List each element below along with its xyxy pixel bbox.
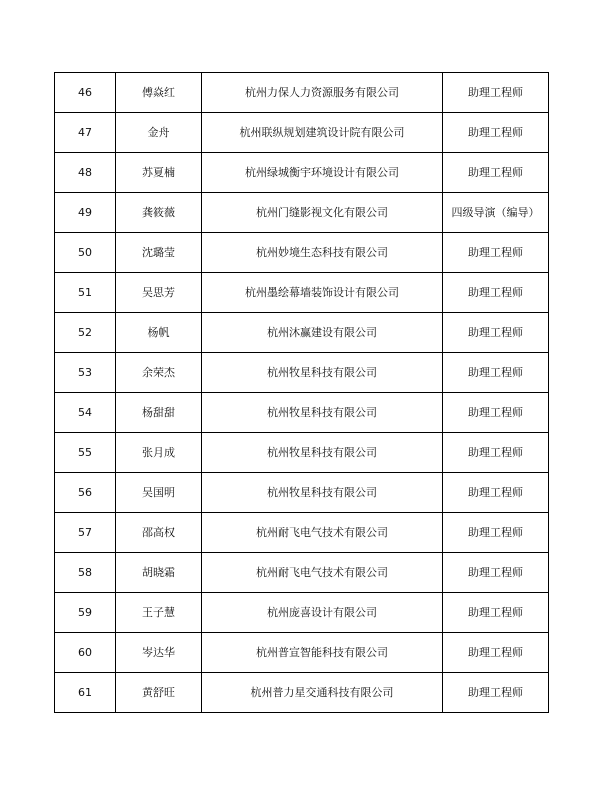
job-title-cell: 助理工程师: [443, 353, 549, 393]
row-number-cell: 59: [55, 593, 116, 633]
job-title-cell: 助理工程师: [443, 233, 549, 273]
job-title-cell: 助理工程师: [443, 113, 549, 153]
row-number-cell: 52: [55, 313, 116, 353]
job-title-cell: 助理工程师: [443, 673, 549, 713]
job-title-cell: 助理工程师: [443, 73, 549, 113]
table-row: [55, 473, 549, 513]
table-row: [55, 593, 549, 633]
table-row: [55, 153, 549, 193]
job-title-cell: 助理工程师: [443, 273, 549, 313]
company-cell: 杭州普力星交通科技有限公司: [202, 673, 443, 713]
company-cell: 杭州普宣智能科技有限公司: [202, 633, 443, 673]
name-cell: 黄舒旺: [116, 673, 202, 713]
row-number-cell: 61: [55, 673, 116, 713]
name-cell: 王子慧: [116, 593, 202, 633]
personnel-table-container: [54, 72, 549, 713]
row-number-cell: 53: [55, 353, 116, 393]
name-cell: 张月成: [116, 433, 202, 473]
table-row: [55, 193, 549, 233]
row-number-cell: 48: [55, 153, 116, 193]
table-row: [55, 313, 549, 353]
company-cell: 杭州绿城衡宇环境设计有限公司: [202, 153, 443, 193]
table-row: [55, 353, 549, 393]
table-row: [55, 513, 549, 553]
row-number-cell: 47: [55, 113, 116, 153]
job-title-cell: 助理工程师: [443, 633, 549, 673]
table-row: [55, 393, 549, 433]
job-title-cell: 助理工程师: [443, 593, 549, 633]
job-title-cell: 助理工程师: [443, 473, 549, 513]
name-cell: 吴国明: [116, 473, 202, 513]
table-row: [55, 433, 549, 473]
row-number-cell: 54: [55, 393, 116, 433]
name-cell: 龚筱薇: [116, 193, 202, 233]
job-title-cell: 助理工程师: [443, 313, 549, 353]
row-number-cell: 50: [55, 233, 116, 273]
table-row: [55, 673, 549, 713]
company-cell: 杭州门缝影视文化有限公司: [202, 193, 443, 233]
table-row: [55, 633, 549, 673]
name-cell: 苏夏楠: [116, 153, 202, 193]
company-cell: 杭州牧星科技有限公司: [202, 473, 443, 513]
name-cell: 余荣杰: [116, 353, 202, 393]
personnel-table: [54, 72, 549, 713]
company-cell: 杭州牧星科技有限公司: [202, 433, 443, 473]
row-number-cell: 46: [55, 73, 116, 113]
job-title-cell: 助理工程师: [443, 153, 549, 193]
name-cell: 傅焱红: [116, 73, 202, 113]
row-number-cell: 49: [55, 193, 116, 233]
table-row: [55, 113, 549, 153]
company-cell: 杭州牧星科技有限公司: [202, 353, 443, 393]
row-number-cell: 58: [55, 553, 116, 593]
company-cell: 杭州妙境生态科技有限公司: [202, 233, 443, 273]
job-title-cell: 助理工程师: [443, 433, 549, 473]
job-title-cell: 助理工程师: [443, 553, 549, 593]
job-title-cell: 四级导演（编导）: [443, 193, 549, 233]
row-number-cell: 57: [55, 513, 116, 553]
table-row: [55, 273, 549, 313]
name-cell: 杨帆: [116, 313, 202, 353]
name-cell: 胡晓霜: [116, 553, 202, 593]
name-cell: 邵高权: [116, 513, 202, 553]
row-number-cell: 51: [55, 273, 116, 313]
company-cell: 杭州牧星科技有限公司: [202, 393, 443, 433]
name-cell: 杨甜甜: [116, 393, 202, 433]
company-cell: 杭州墨绘幕墙装饰设计有限公司: [202, 273, 443, 313]
table-row: [55, 553, 549, 593]
row-number-cell: 56: [55, 473, 116, 513]
company-cell: 杭州沐赢建设有限公司: [202, 313, 443, 353]
company-cell: 杭州庞喜设计有限公司: [202, 593, 443, 633]
table-body: [55, 73, 549, 713]
company-cell: 杭州耐飞电气技术有限公司: [202, 553, 443, 593]
company-cell: 杭州力保人力资源服务有限公司: [202, 73, 443, 113]
company-cell: 杭州耐飞电气技术有限公司: [202, 513, 443, 553]
company-cell: 杭州联纵规划建筑设计院有限公司: [202, 113, 443, 153]
job-title-cell: 助理工程师: [443, 393, 549, 433]
name-cell: 吴思芳: [116, 273, 202, 313]
row-number-cell: 55: [55, 433, 116, 473]
table-row: [55, 233, 549, 273]
job-title-cell: 助理工程师: [443, 513, 549, 553]
row-number-cell: 60: [55, 633, 116, 673]
name-cell: 沈璐莹: [116, 233, 202, 273]
name-cell: 金舟: [116, 113, 202, 153]
name-cell: 岑达华: [116, 633, 202, 673]
table-row: [55, 73, 549, 113]
